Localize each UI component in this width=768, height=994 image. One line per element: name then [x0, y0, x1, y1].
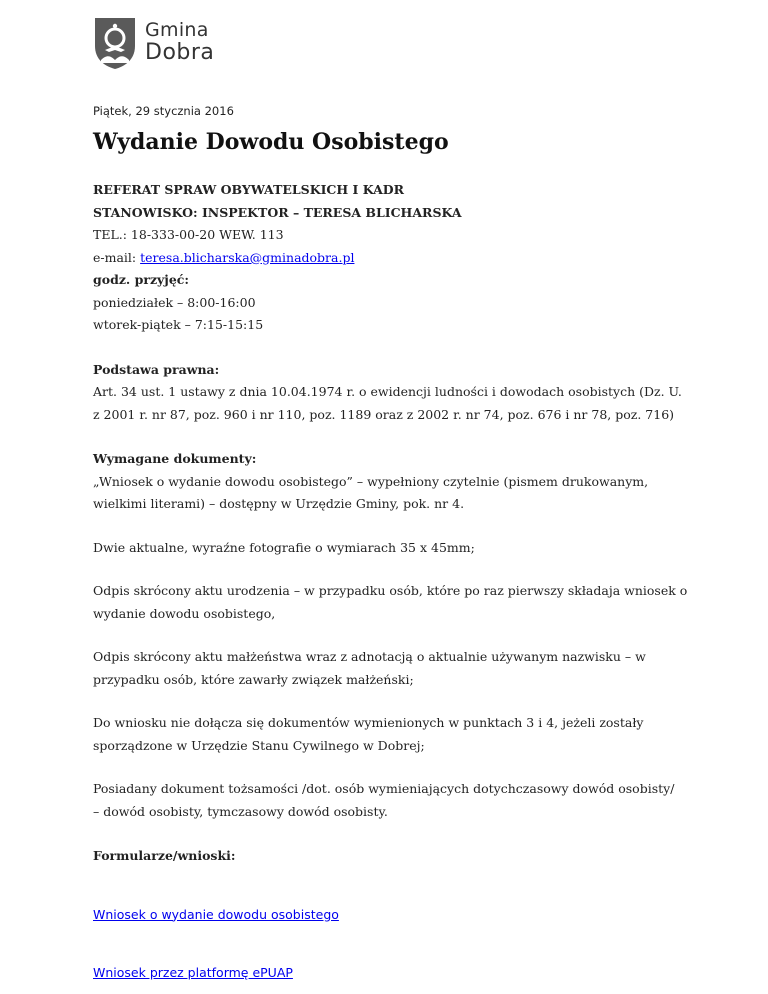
contact-email-line — [93, 247, 693, 270]
document-item — [93, 471, 693, 516]
form-link-epuap[interactable]: Wniosek przez platformę ePUAP — [93, 965, 293, 980]
page-title: Wydanie Dowodu Osobistego — [93, 129, 449, 155]
document-item-line: Posiadany dokument tożsamości /dot. osób wymieniających dotychczasowy dowód osobisty/ — [93, 781, 675, 796]
logo-text-dobra: Dobra — [145, 40, 215, 65]
document-item-line: Odpis skrócony aktu urodzenia – w przypadku osób, które po raz pierwszy składaja wniosek o — [93, 583, 688, 598]
document-item — [93, 580, 693, 625]
hours-label: godz. przyjęć: — [93, 272, 190, 287]
document-item — [93, 537, 693, 560]
article-body — [93, 179, 693, 985]
document-item-line: Odpis skrócony aktu małżeństwa wraz z adnotacją o aktualnie używanym nazwisku – w — [93, 649, 646, 664]
document-item-line: sporządzone w Urzędzie Stanu Cywilnego w Dobrej; — [93, 737, 425, 753]
document-item-line: Dwie aktualne, wyraźne fotografie o wymiarach 35 x 45mm; — [93, 539, 475, 555]
document-item-line: Do wniosku nie dołącza się dokumentów wymienionych w punktach 3 i 4, jeżeli zostały — [93, 715, 644, 730]
contact-position: STANOWISKO: INSPEKTOR – TERESA BLICHARSKA — [93, 204, 462, 220]
form-link-id-application[interactable]: Wniosek o wydanie dowodu osobistego — [93, 906, 339, 922]
legal-basis-line: Art. 34 ust. 1 ustawy z dnia 10.04.1974 r. o ewidencji ludności i dowodach osobistych (Dz. U. — [93, 384, 682, 399]
gmina-logo[interactable] — [93, 16, 214, 70]
document-item-line: wydanie dowodu osobistego, — [93, 605, 276, 621]
document-item-line: – dowód osobisty, tymczasowy dowód osobisty. — [93, 803, 388, 819]
document-item — [93, 712, 693, 757]
publication-date: Piątek, 29 stycznia 2016 — [93, 104, 234, 118]
legal-basis-line: z 2001 r. nr 87, poz. 960 i nr 110, poz. 1189 oraz z 2002 r. nr 74, poz. 676 i nr 78, poz. 716) — [93, 406, 675, 422]
coat-of-arms-icon — [93, 16, 137, 70]
document-item-line: „Wniosek o wydanie dowodu osobistego” – wypełniony czytelnie (pismem drukowanym, — [93, 473, 649, 489]
document-item — [93, 778, 693, 823]
email-link[interactable]: teresa.blicharska@gminadobra.pl — [140, 249, 355, 265]
contact-department: REFERAT SPRAW OBYWATELSKICH I KADR — [93, 182, 405, 197]
contact-phone: TEL.: 18-333-00-20 WEW. 113 — [93, 227, 284, 242]
document-item-line: przypadku osób, które zawarły związek małżeński; — [93, 671, 414, 687]
logo-text-gmina: Gmina — [145, 19, 209, 41]
document-item-line: wielkimi literami) – dostępny w Urzędzie Gminy, pok. nr 4. — [93, 496, 465, 511]
document-item — [93, 646, 693, 691]
legal-basis-heading: Podstawa prawna: — [93, 361, 220, 377]
email-label: e-mail: — [93, 249, 141, 265]
hours-tuesday-friday: wtorek-piątek – 7:15-15:15 — [93, 317, 264, 332]
hours-monday: poniedziałek – 8:00-16:00 — [93, 294, 256, 310]
required-documents-heading: Wymagane dokumenty: — [93, 451, 257, 466]
forms-heading: Formularze/wnioski: — [93, 848, 236, 863]
